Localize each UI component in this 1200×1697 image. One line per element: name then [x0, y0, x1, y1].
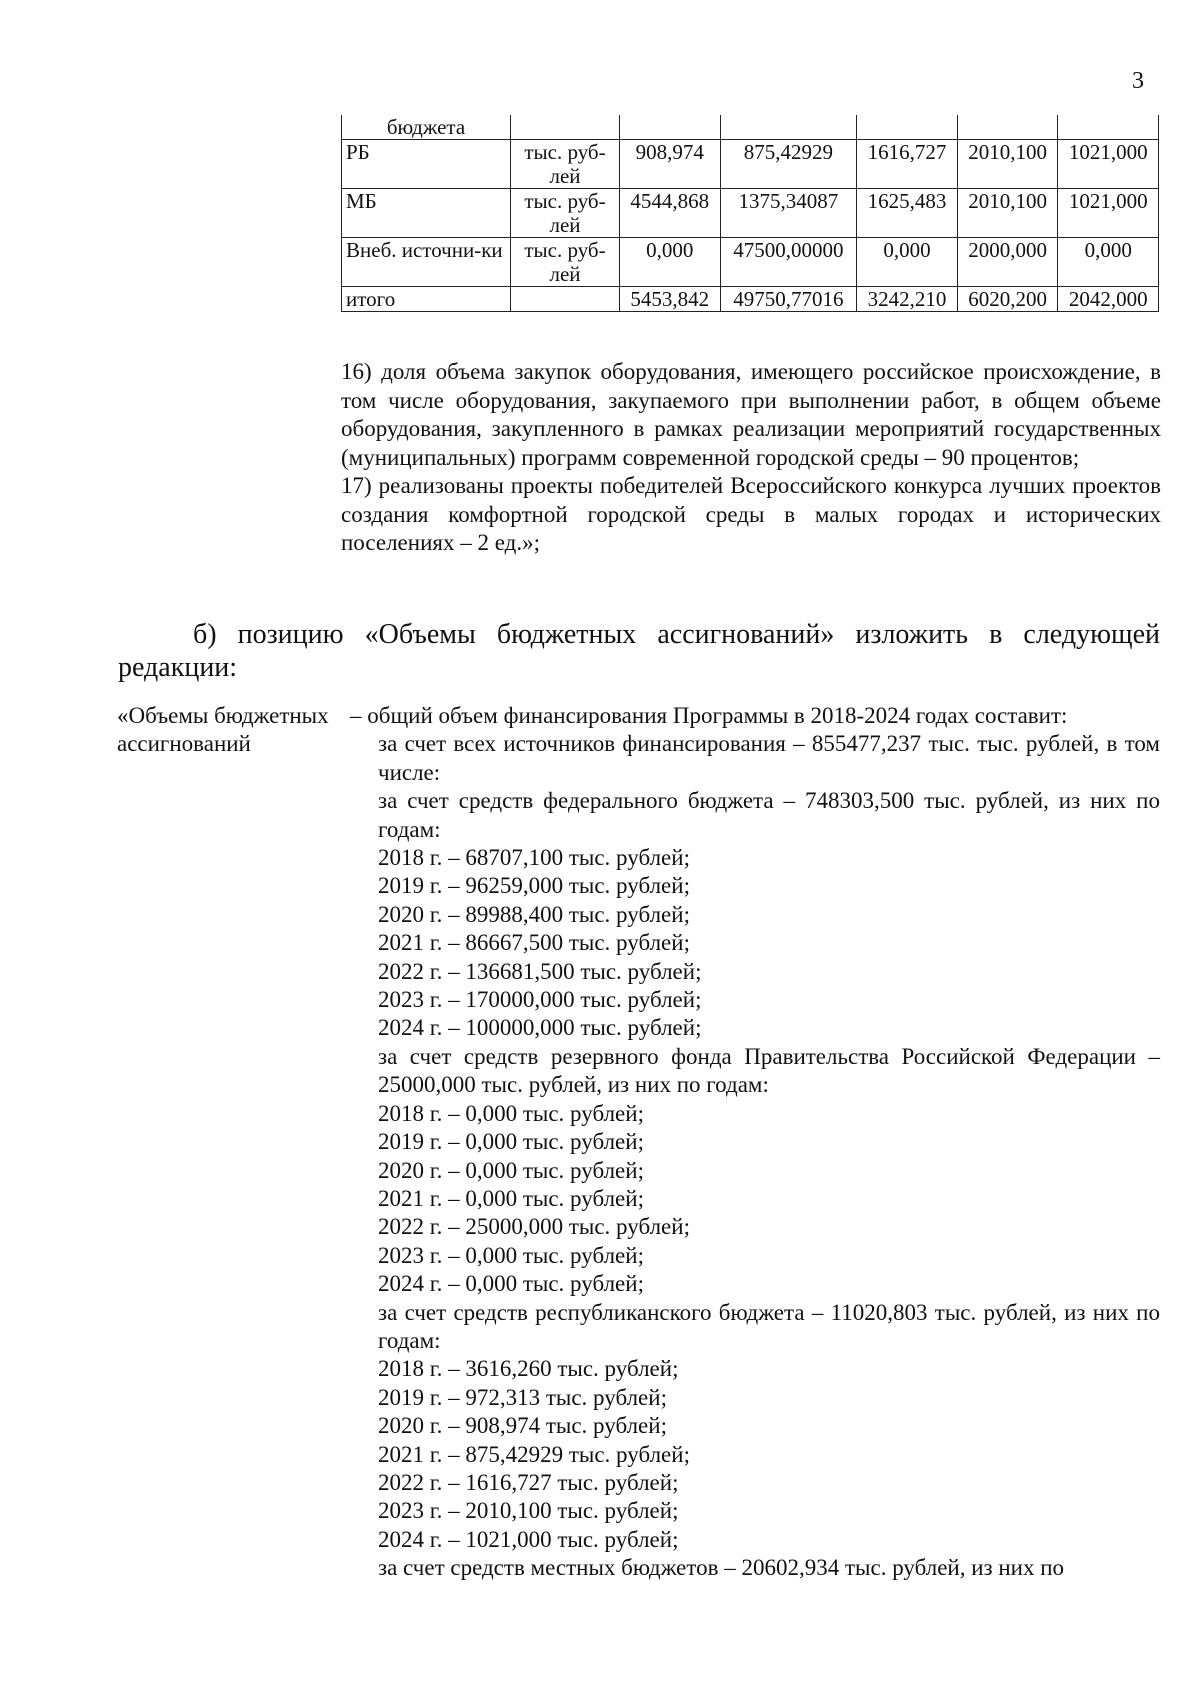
list-item: 2019 г. – 0,000 тыс. рублей; — [378, 1129, 644, 1155]
table-cell-value: 1625,483 — [857, 189, 958, 238]
republic-heading: за счет средств республиканского бюджета – 11020,803 тыс. рублей, из них по годам: — [378, 1299, 1160, 1353]
list-item: 2024 г. – 0,000 тыс. рублей; — [378, 1271, 644, 1297]
list-item: 2021 г. – 0,000 тыс. рублей; — [378, 1185, 644, 1211]
list-item: 2021 г. – 875,42929 тыс. рублей; — [378, 1441, 690, 1467]
table-cell-value: 0,000 — [857, 238, 958, 287]
table-cell-unit: тыс. руб-лей — [511, 189, 620, 238]
position-label: «Объемы бюджетных ассигнований — [117, 703, 329, 756]
list-item: 16) доля объема закупок оборудования, имеющего российское происхождение, в том числе оборудования, закупаемого при выполнении работ, в общем объеме оборудования, закупленного в рамках реализации мероприятий государственных (муниципальных) программ современной городской среды – 90 процентов; — [341, 359, 1161, 470]
list-item: 2019 г. – 972,313 тыс. рублей; — [378, 1384, 667, 1410]
table-cell-label: МБ — [342, 189, 511, 238]
financing-intro: – общий объем финансирования Программы в 2018-2024 годах составит: — [350, 703, 1068, 728]
amendment-paragraph — [118, 618, 1160, 684]
table-cell-value — [1058, 115, 1159, 140]
table-cell-unit: тыс. руб-лей — [511, 140, 620, 189]
table-cell-value — [857, 115, 958, 140]
list-item: 2018 г. – 0,000 тыс. рублей; — [378, 1100, 644, 1126]
table-cell-value: 0,000 — [1058, 238, 1159, 287]
list-item: 2022 г. – 25000,000 тыс. рублей; — [378, 1214, 690, 1240]
table-cell-label: Внеб. источни-ки — [342, 238, 511, 287]
table-cell-value: 1021,000 — [1058, 140, 1159, 189]
table-cell-value: 4544,868 — [620, 189, 721, 238]
list-item: 2024 г. – 100000,000 тыс. рублей; — [378, 1015, 702, 1041]
financing-total: за счет всех источников финансирования – 855477,237 тыс. тыс. рублей, в том числе: — [378, 731, 1160, 785]
list-item: 2019 г. – 96259,000 тыс. рублей; — [378, 873, 690, 899]
table-row — [342, 115, 1159, 140]
list-item: 2020 г. – 908,974 тыс. рублей; — [378, 1413, 667, 1439]
table-cell-value — [620, 115, 721, 140]
table-cell-value — [720, 115, 857, 140]
list-item: 2022 г. – 136681,500 тыс. рублей; — [378, 958, 702, 984]
table-cell-value: 2000,000 — [957, 238, 1058, 287]
budget-table — [341, 115, 1159, 312]
list-item: 2020 г. – 89988,400 тыс. рублей; — [378, 901, 690, 927]
list-item: 2020 г. – 0,000 тыс. рублей; — [378, 1157, 644, 1183]
table-cell-value: 875,42929 — [720, 140, 857, 189]
table-row — [342, 140, 1159, 189]
table-cell-value — [957, 115, 1058, 140]
page-number: 3 — [1132, 68, 1144, 94]
table-cell-unit — [511, 115, 620, 140]
list-item: 2018 г. – 3616,260 тыс. рублей; — [378, 1356, 679, 1382]
table-cell-value: 0,000 — [620, 238, 721, 287]
list-item: 2023 г. – 2010,100 тыс. рублей; — [378, 1498, 679, 1524]
table-cell-unit: тыс. руб-лей — [511, 238, 620, 287]
table-cell-value: 1375,34087 — [720, 189, 857, 238]
table-cell-label: бюджета — [342, 115, 511, 140]
federal-heading: за счет средств федерального бюджета – 748303,500 тыс. рублей, из них по годам: — [378, 788, 1160, 842]
table-cell-value: 6020,200 — [957, 287, 1058, 312]
table-cell-value: 47500,00000 — [720, 238, 857, 287]
reserve-heading: за счет средств резервного фонда Правительства Российской Федерации – 25000,000 тыс. рублей, из них по годам: — [378, 1043, 1160, 1098]
financing-block — [350, 702, 1160, 1583]
table-cell-value: 3242,210 — [857, 287, 958, 312]
local-heading: за счет средств местных бюджетов – 20602,934 тыс. рублей, из них по — [378, 1555, 1065, 1581]
list-item: 2018 г. – 68707,100 тыс. рублей; — [378, 845, 690, 871]
table-row — [342, 287, 1159, 312]
list-item: 17) реализованы проекты победителей Всероссийского конкурса лучших проектов создания комфортной городской среды в малых городах и исторических поселениях – 2 ед.»; — [341, 473, 1161, 555]
table-cell-value: 1021,000 — [1058, 189, 1159, 238]
numbered-items — [341, 358, 1161, 558]
list-item: 2023 г. – 0,000 тыс. рублей; — [378, 1242, 644, 1268]
table-cell-unit — [511, 287, 620, 312]
table-cell-value: 908,974 — [620, 140, 721, 189]
table-cell-value: 2010,100 — [957, 189, 1058, 238]
list-item: 2023 г. – 170000,000 тыс. рублей; — [378, 987, 702, 1013]
table-cell-value: 2010,100 — [957, 140, 1058, 189]
paragraph-text: б) позицию «Объемы бюджетных ассигнований» изложить в следующей редакции: — [118, 619, 1160, 683]
list-item: 2021 г. – 86667,500 тыс. рублей; — [378, 930, 690, 956]
table-cell-label: РБ — [342, 140, 511, 189]
table-cell-label: итого — [342, 287, 511, 312]
table-cell-value: 1616,727 — [857, 140, 958, 189]
list-item: 2024 г. – 1021,000 тыс. рублей; — [378, 1526, 679, 1552]
list-item: 2022 г. – 1616,727 тыс. рублей; — [378, 1469, 679, 1495]
table-cell-value: 49750,77016 — [720, 287, 857, 312]
table-row — [342, 189, 1159, 238]
table-cell-value: 2042,000 — [1058, 287, 1159, 312]
table-cell-value: 5453,842 — [620, 287, 721, 312]
table-row — [342, 238, 1159, 287]
